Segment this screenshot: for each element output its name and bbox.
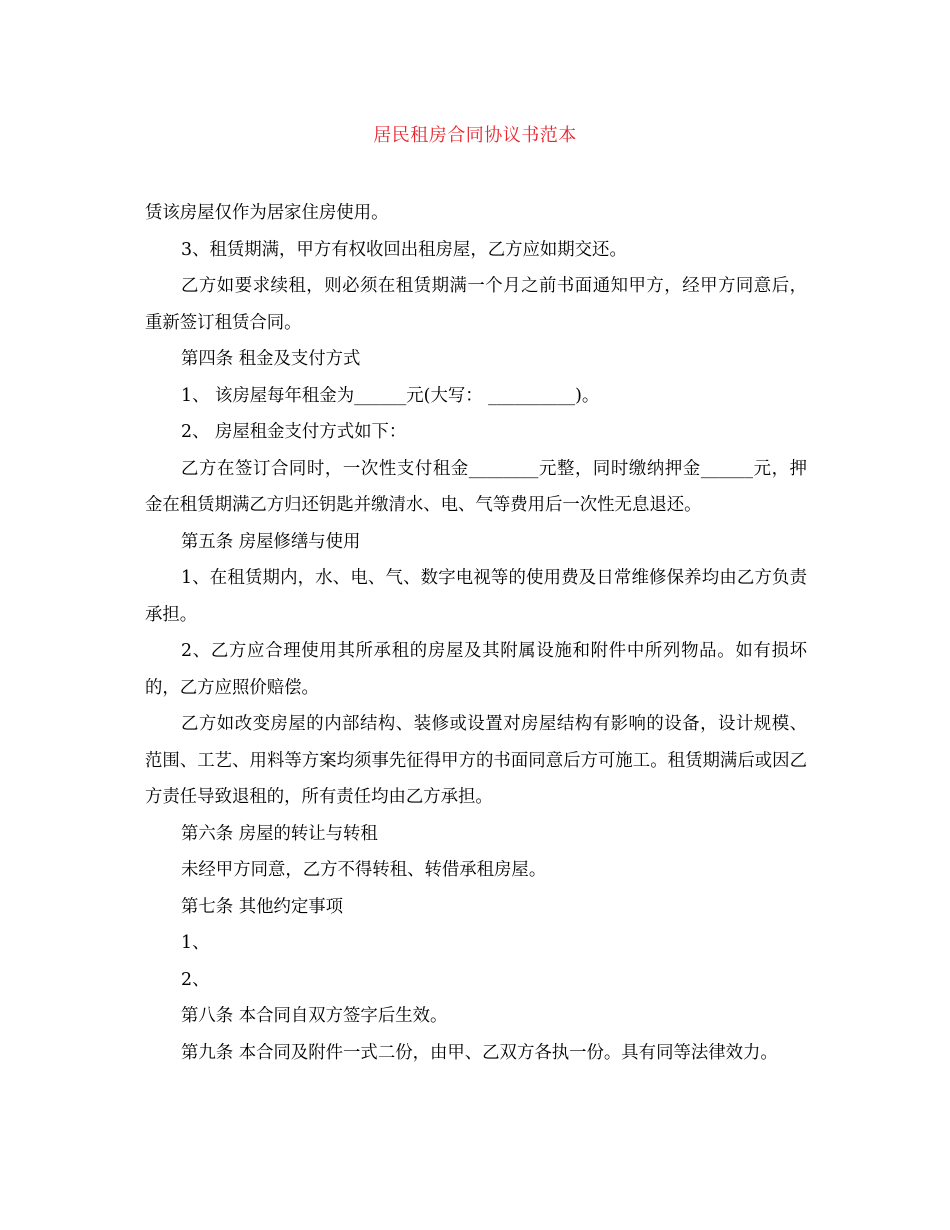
paragraph-15: 1、 (181, 933, 210, 953)
document-title: 居民租房合同协议书范本 (373, 125, 577, 146)
paragraph-1: 赁该房屋仅作为居家住房使用。 (145, 203, 389, 223)
section-heading-9: 第九条 本合同及附件一式二份，由甲、乙双方各执一份。具有同等法律效力。 (181, 1042, 778, 1063)
section-heading-6: 第六条 房屋的转让与转租 (181, 823, 378, 844)
document-body (145, 195, 807, 1071)
paragraph-13: 未经甲方同意，乙方不得转租、转借承租房屋。 (181, 860, 547, 880)
paragraph-7: 乙方在签订合同时，一次性支付租金________元整，同时缴纳押金______元，押金在租赁期满乙方归还钥匙并缴清水、电、气等费用后一次性无息退还。 (145, 458, 807, 515)
paragraph-16: 2、 (181, 969, 210, 990)
section-heading-8: 第八条 本合同自双方签字后生效。 (181, 1006, 448, 1026)
paragraph-5: 1、 该房屋每年租金为______元(大写： __________)。 (181, 385, 600, 406)
section-heading-7: 第七条 其他约定事项 (181, 896, 344, 917)
section-heading-4: 第四条 租金及支付方式 (181, 349, 361, 369)
paragraph-2: 3、租赁期满，甲方有权收回出租房屋，乙方应如期交还。 (181, 239, 627, 260)
paragraph-3: 乙方如要求续租，则必须在租赁期满一个月之前书面通知甲方，经甲方同意后，重新签订租赁合同。 (145, 276, 807, 333)
section-heading-5: 第五条 房屋修缮与使用 (181, 531, 361, 552)
paragraph-11: 乙方如改变房屋的内部结构、装修或设置对房屋结构有影响的设备，设计规模、范围、工艺、用料等方案均须事先征得甲方的书面同意后方可施工。租赁期满后或因乙方责任导致退租的，所有责任均由乙方承担。 (145, 714, 807, 807)
paragraph-6: 2、 房屋租金支付方式如下： (181, 422, 407, 442)
paragraph-9: 1、在租赁期内，水、电、气、数字电视等的使用费及日常维修保养均由乙方负责承担。 (145, 568, 807, 625)
paragraph-10: 2、乙方应合理使用其所承租的房屋及其附属设施和附件中所列物品。如有损坏的，乙方应照价赔偿。 (145, 641, 807, 698)
